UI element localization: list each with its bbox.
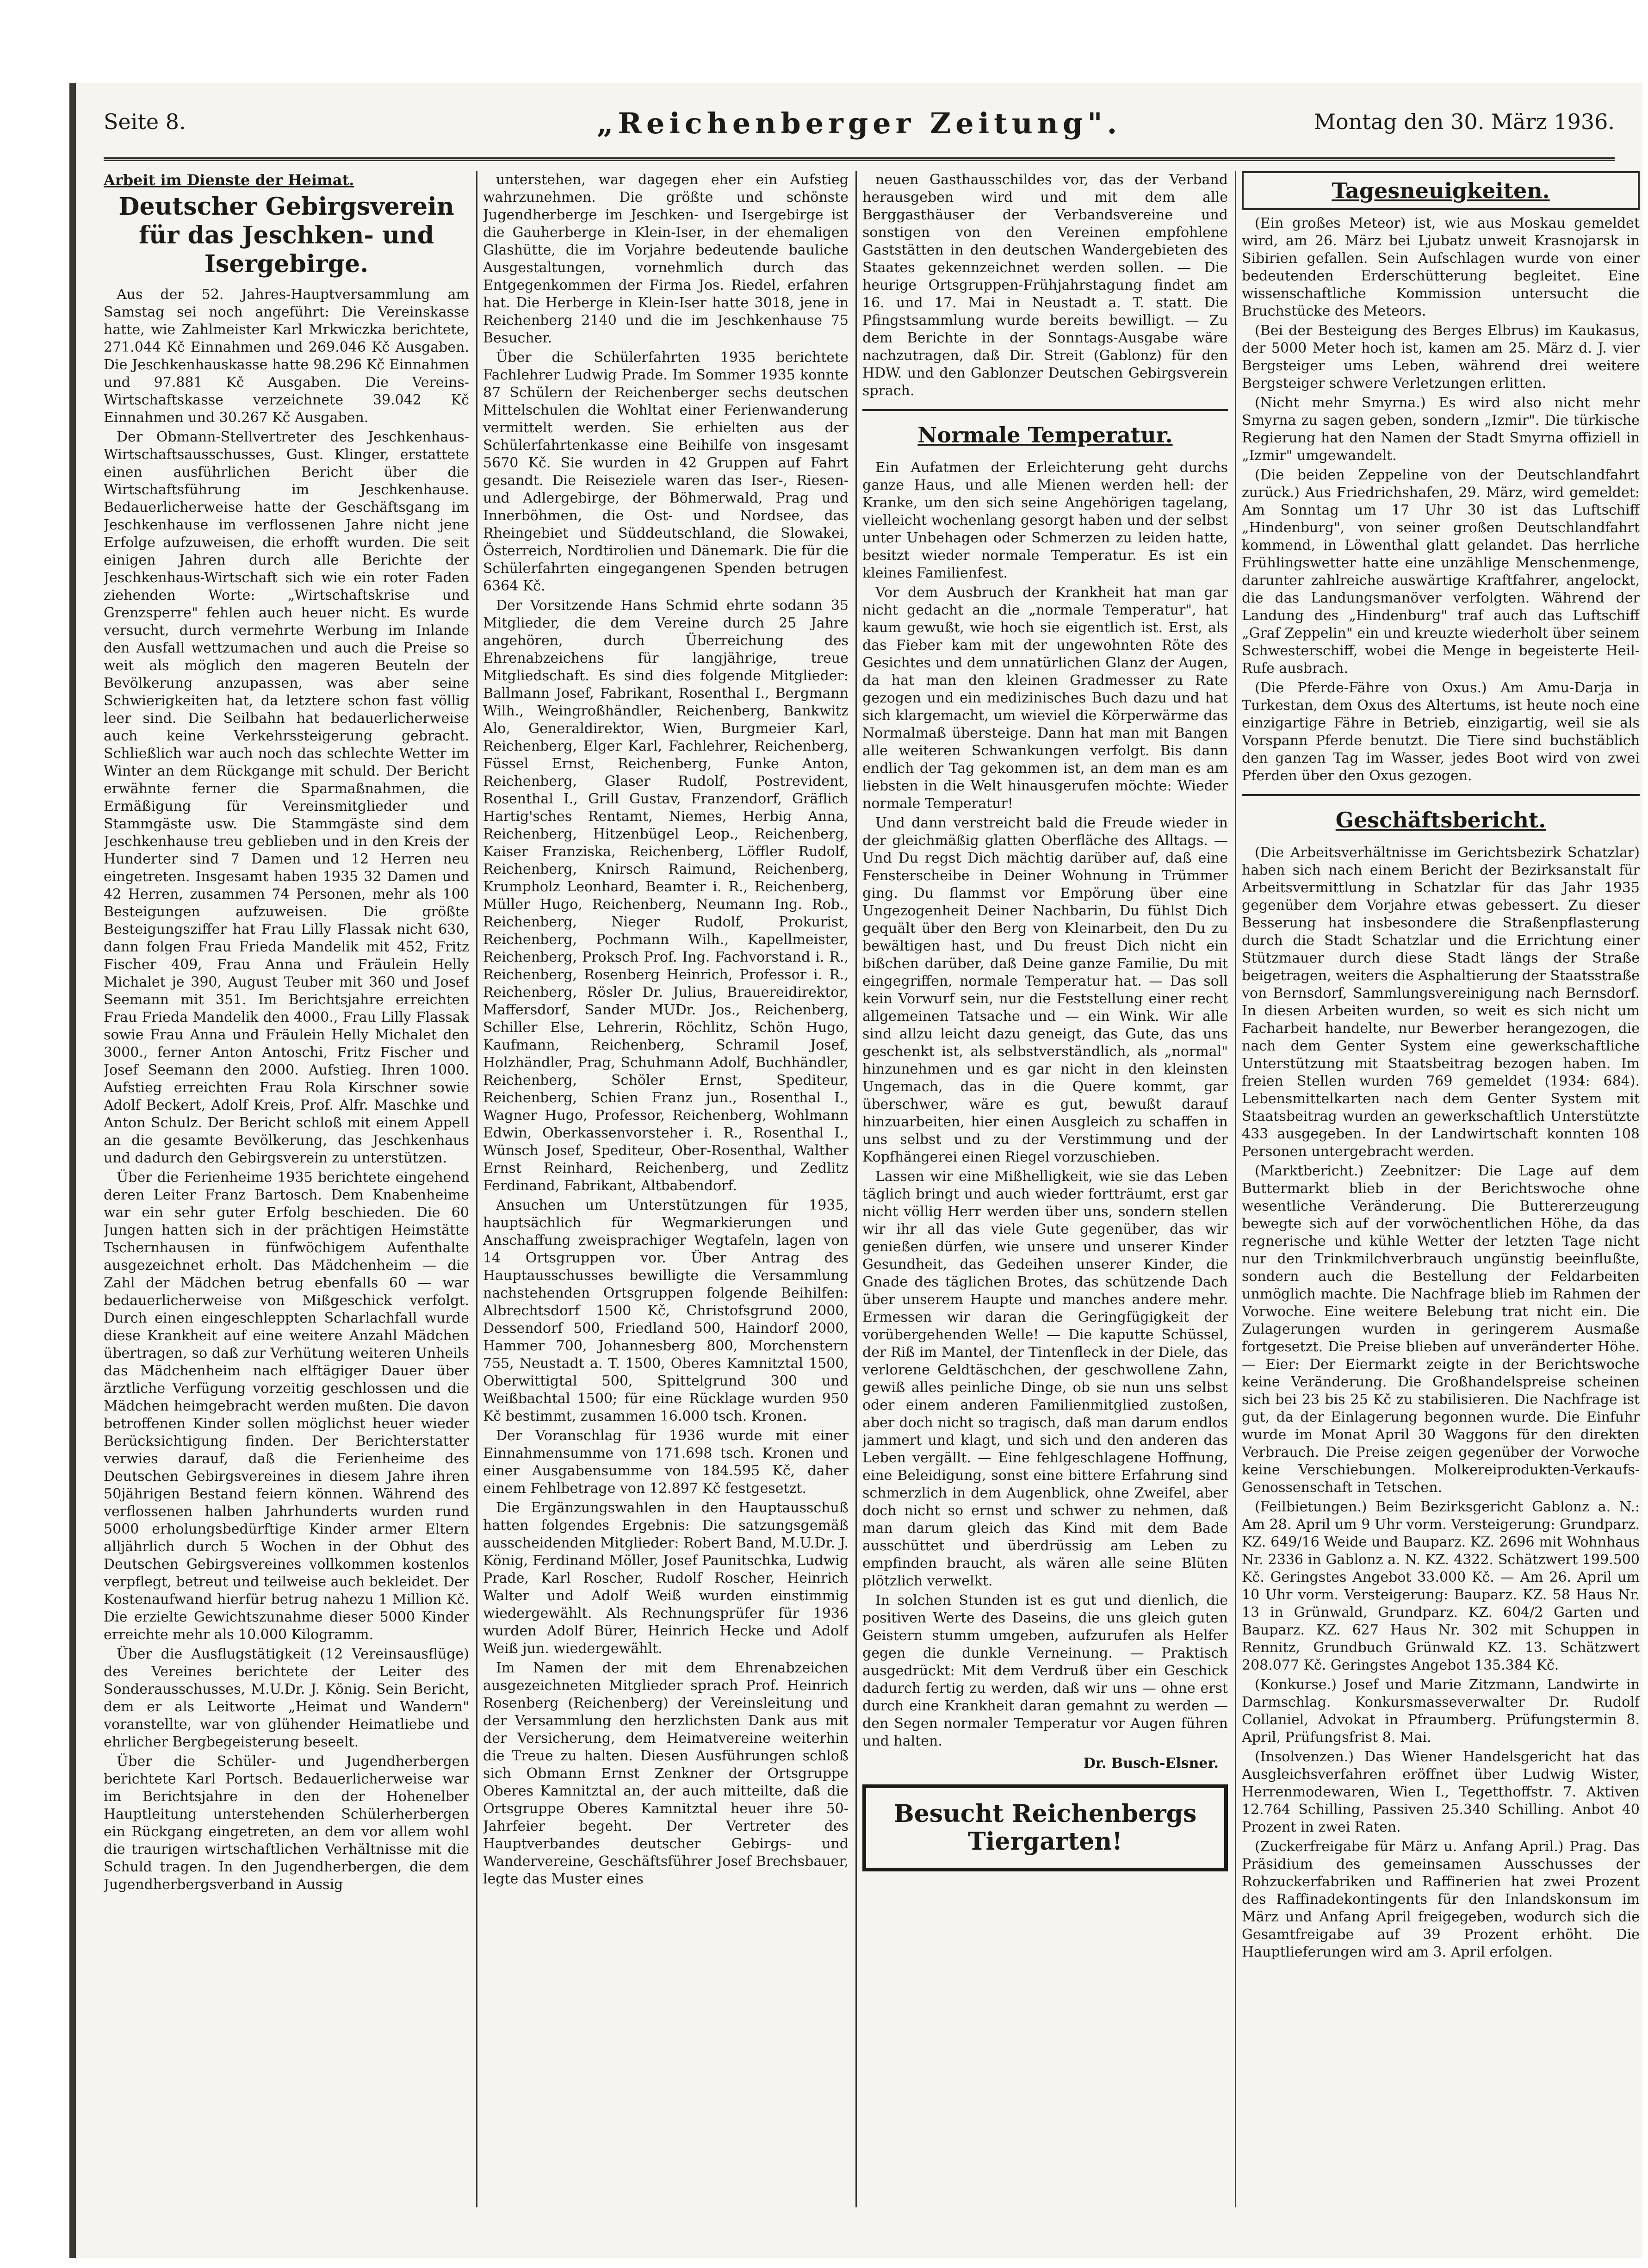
business-item: (Konkurse.) Josef und Marie Zitzmann, Landwirte in Darmschlag. Konkursmasseverwalter Dr. Rudolf Collaniel, Advokat in Pfraumberg. Prüfungstermin 8. April, Prüfungsfrist 8. Mai.: [1242, 1677, 1640, 1746]
article-headline: Deutscher Gebirgsverein für das Jeschken- und Isergebirge.: [118, 193, 454, 278]
business-item: (Die Arbeitsverhältnisse im Gerichtsbezirk Schatzlar) haben sich nach einem Bericht der Bezirksanstalt für Arbeitsvermittlung in Schatzlar für das Jahr 1935 gegenüber dem Vorjahre etwas gebessert. Zu dieser Besserung hat insbesondere die Straßenpflasterung durch die Stadt Schatzlar und die Errichtung einer Stützmauer durch diese Stadt längs der Straße beigetragen, weiters die Asphaltierung der Staatsstraße von Bernsdorf, Sammlungsvereinigung nach Bernsdorf. In diesen Arbeiten wurden, so weit es sich nicht um Facharbeit handelte, nur Bewerber herangezogen, die nach dem Genter System eine gewerkschaftliche Unterstützung mit Staatsbeitrag bezogen haben. Im freien Stellen wurden 769 gemeldet (1934: 684). Lebensmittelkarten nach dem Genter System mit Staatsbeitrag wurden an gewerkschaftlich Unterstützte 433 ausgegeben. In der Landwirtschaft konnten 108 Personen untergebracht werden.: [1242, 845, 1640, 1160]
article-paragraph: Über die Ausflugstätigkeit (12 Vereinsausflüge) des Vereines berichtete der Leiter des Sonderausschusses, M.U.Dr. J. König. Sein Bericht, dem er als Leitworte „Heimat und Wandern" voranstellte, war von glühender Heimatliebe und ehrlicher Bergbegeisterung beseelt.: [104, 1646, 469, 1750]
author-signature: Dr. Busch-Elsner.: [1083, 1755, 1219, 1771]
article-paragraph: Lassen wir eine Mißhelligkeit, wie sie das Leben täglich bringt und auch wieder fortträumt, erst gar nicht völlig Herr werden über uns, sondern stellen wir ihr all das viele Gute gegenüber, das wir genießen dürfen, wie unsere und unserer Kinder Gesundheit, das Gedeihen unserer Kinder, die Gnade des täglichen Brotes, das schützende Dach über unserem Haupte und manches andere mehr. Ermessen wir daran die Geringfügigkeit der vorübergehenden Welle! — Die kaputte Schüssel, der Riß im Mantel, der Tintenfleck in der Diele, das verlorene Geldtäschchen, der geschwollene Zahn, gewiß alles peinliche Dinge, ob sie nun uns selbst oder einem anderen Familienmitglied zustoßen, aber doch nicht so tragisch, daß man darum endlos jammert und klagt, und sich und den anderen das Leben vergällt. — Eine fehlgeschlagene Hoffnung, eine Beleidigung, sonst eine bittere Erfahrung sind schmerzlich in dem Augenblick, ohne Zweifel, aber doch nicht so ernst und schwer zu nehmen, daß man darum gleich das Kind mit dem Bade ausschüttet und überdrüssig am Leben zu empfinden braucht, als wären alle seine Blüten plötzlich verwelkt.: [862, 1168, 1228, 1589]
newspaper-title: „Reichenberger Zeitung".: [596, 106, 1122, 140]
article-paragraph: Der Vorsitzende Hans Schmid ehrte sodann 35 Mitglieder, die dem Vereine durch 25 Jahre angehören, durch Überreichung des Ehrenabzeichens für langjährige, treue Mitgliedschaft. Es sind dies folgende Mitglieder: Ballmann Josef, Fabrikant, Rosenthal I., Bergmann Wilh., Weingroßhändler, Reichenberg, Bankwitz Alo, Generaldirektor, Wien, Burgmeier Karl, Reichenberg, Elger Karl, Fachlehrer, Reichenberg, Füssel Ernst, Reichenberg, Funke Anton, Reichenberg, Glaser Rudolf, Postrevident, Rosenthal I., Grill Gustav, Franzendorf, Gräflich Hartig'sches Rentamt, Niemes, Herbig Anna, Reichenberg, Hitzenbügel Leop., Reichenberg, Kaiser Franziska, Reichenberg, Löffler Rudolf, Reichenberg, Knirsch Raimund, Reichenberg, Krumpholz Leonhard, Beamter i. R., Reichenberg, Müller Hugo, Reichenberg, Neumann Ing. Rob., Reichenberg, Nieger Rudolf, Prokurist, Reichenberg, Pochmann Wilh., Kapellmeister, Reichenberg, Proksch Prof. Ing. Fachvorstand i. R., Reichenberg, Rosenberg Heinrich, Professor i. R., Reichenberg, Rösler Dr. Julius, Brauereidirektor, Maffersdorf, Sander MUDr. Jos., Reichenberg, Schiller Else, Lehrerin, Röchlitz, Schön Hugo, Kaufmann, Reichenberg, Schramil Josef, Holzhändler, Prag, Schuhmann Adolf, Buchhändler, Reichenberg, Schöler Ernst, Spediteur, Reichenberg, Schien Franz jun., Rosenthal I., Wagner Hugo, Professor, Reichenberg, Wohlmann Edwin, Oberkassenvorsteher i. R., Rosenthal I., Wünsch Josef, Spediteur, Ober-Rosenthal, Walther Ernst Reinhard, Reichenberg, und Zedlitz Ferdinand, Fabrikant, Altbabendorf.: [483, 597, 849, 1194]
section-divider: [1242, 794, 1640, 796]
column-2: [483, 171, 849, 2207]
article-paragraph: In solchen Stunden ist es gut und dienlich, die positiven Werte des Daseins, die uns gleich guten Geistern stumm umgeben, aufzurufen als Helfer gegen die dunkle Verneinung. — Praktisch ausgedrückt: Mit dem Verdruß über ein Geschick dadurch fertig zu werden, daß wir uns — ohne erst durch eine Krankheit daran gemahnt zu werden — den Segen normaler Temperatur vor Augen führen und halten.: [862, 1592, 1228, 1749]
feuilleton-headline: Normale Temperatur.: [917, 423, 1173, 447]
article-paragraph: Und dann verstreicht bald die Freude wieder in der gleichmäßig glatten Oberfläche des Alltags. — Und Du regst Dich mächtig darüber auf, daß eine Fensterscheibe in Deiner Wohnung in Trümmer ging. Du flammst vor Empörung über eine Ungezogenheit Deiner Nachbarin, Du fühlst Dich gequält über den Berg von Kleinarbeit, den Du zu bewältigen hast, und Du freust Dich nicht ein bißchen darüber, daß Deine ganze Familie, Du mit eingegriffen, normale Temperatur hat. — Das soll kein Vorwurf sein, nur die Feststellung einer recht allgemeinen Tatsache und — ein Wink. Wir alle sind allzu leicht dazu geneigt, das Gute, das uns geschenkt ist, als selbstverständlich, als „normal" hinzunehmen und es gar nicht in den kleinsten Ungemach, das in die Quere kommt, gar überschwer, wäre es gut, bewußt darauf hinzuarbeiten, hier einen Ausgleich zu schaffen in uns selbst und zu der Verstimmung und der Kopfhängerei einen Riegel vorzuschieben.: [862, 815, 1228, 1165]
article-paragraph: neuen Gasthausschildes vor, das der Verband herausgeben wird und mit dem alle Berggasthäuser der Verbandsvereine und sonstigen von den Vereinen empfohlene Gaststätten in den deutschen Wandergebieten des Staates gekennzeichnet werden sollen. — Die heurige Ortsgruppen-Frühjahrstagung findet am 16. und 17. Mai in Neustadt a. T. statt. Die Pfingstsammlung wurde bereits bewilligt. — Zu dem Berichte in der Sonntags-Ausgabe wäre nachzutragen, daß Dir. Streit (Gablonz) für den HDW. und den Gablonzer Deutschen Gebirgsverein sprach.: [862, 172, 1228, 399]
article-paragraph: Ansuchen um Unterstützungen für 1935, hauptsächlich für Wegmarkierungen und Anschaffung zweisprachiger Wegtafeln, lagen von 14 Ortsgruppen vor. Über Antrag des Hauptausschusses bewilligte die Versammlung nachstehenden Ortsgruppen folgende Beihilfen: Albrechtsdorf 1500 Kč, Christofsgrund 2000, Dessendorf 500, Friedland 500, Haindorf 2000, Hammer 700, Johannesberg 800, Morchenstern 755, Neustadt a. T. 1500, Oberes Kamnitztal 1500, Oberwittigtal 500, Spittelgrund 300 und Weißbachtal 1500; für eine Rücklage wurden 950 Kč bestimmt, zusammen 16.000 tsch. Kronen.: [483, 1197, 849, 1424]
business-item: (Feilbietungen.) Beim Bezirksgericht Gablonz a. N.: Am 28. April um 9 Uhr vorm. Versteigerung: Grundparz. KZ. 649/16 Weide und Bauparz. KZ. 2696 mit Wohnhaus Nr. 2336 in Gablonz a. N. KZ. 4322. Schätzwert 199.500 Kč. Geringstes Angebot 33.000 Kč. — Am 26. April um 10 Uhr vorm. Versteigerung: Bauparz. KZ. 58 Haus Nr. 13 in Grünwald, Grundparz. KZ. 604/2 Garten und Bauparz. KZ. 627 Haus Nr. 302 mit Schuppen in Rennitz, Grundbuch Grünwald KZ. 13. Schätzwert 208.077 Kč. Geringstes Angebot 135.384 Kč.: [1242, 1499, 1640, 1673]
news-item: (Nicht mehr Smyrna.) Es wird also nicht mehr Smyrna zu sagen geben, sondern „Izmir". Die türkische Regierung hat den Namen der Stadt Smyrna offiziell in „Izmir" umgewandelt.: [1242, 395, 1640, 464]
article-paragraph: Im Namen der mit dem Ehrenabzeichen ausgezeichneten Mitglieder sprach Prof. Heinrich Rosenberg (Reichenberg) der Vereinsleitung und der Versammlung den herzlichsten Dank aus mit der Versicherung, dem Heimatvereine weiterhin die Treue zu halten. Diesen Ausführungen schloß sich Obmann Ernst Zenkner der Ortsgruppe Oberes Kamnitztal an, der auch mitteilte, daß die Ortsgruppe Oberes Kamnitztal heuer ihre 50-Jahrfeier begeht. Der Vertreter des Hauptverbandes deutscher Gebirgs- und Wandervereine, Geschäftsführer Josef Brechsbauer, legte das Muster eines: [483, 1660, 849, 1887]
article-paragraph: Über die Schüler- und Jugendherbergen berichtete Karl Portsch. Bedauerlicherweise war im Berichtsjahre in den der Hohenelber Hauptleitung unterstehenden Schülerherbergen ein Rückgang eingetreten, an dem vor allem wohl die traurigen wirtschaftlichen Verhältnisse mit die Schuld tragen. In den Jugendherbergen, die dem Jugendherbergsverband in Aussig: [104, 1753, 469, 1893]
article-paragraph: unterstehen, war dagegen eher ein Aufstieg wahrzunehmen. Die größte und schönste Jugendherberge im Jeschken- und Isergebirge ist die Gauherberge in Klein-Iser, in der ehemaligen Glashütte, die im Vorjahre bedeutende bauliche Ausgestaltungen, vornehmlich durch das Entgegenkommen der Firma Jos. Riedel, erfahren hat. Die Herberge in Klein-Iser hatte 3018, jene in Reichenberg 2140 und die im Jeschkenhause 75 Besucher.: [483, 172, 849, 346]
news-item: (Die beiden Zeppeline von der Deutschlandfahrt zurück.) Aus Friedrichshafen, 29. März, wird gemeldet: Am Sonntag um 17 Uhr 30 ist das Luftschiff „Hindenburg", von seiner großen Deutschlandfahrt kommend, in Löwenthal glatt gelandet. Das herrliche Frühlingswetter hatte eine unzählige Menschenmenge, darunter zahlreiche auswärtige Kraftfahrer, angelockt, die das Landungsmanöver verfolgten. Während der Landung des „Hindenburg" traf auch das Luftschiff „Graf Zeppelin" ein und kreuzte wiederholt über seinem Schwesterschiff, wobei die Menge in begeisterte Heil-Rufe ausbrach.: [1242, 467, 1640, 677]
article-paragraph: Der Voranschlag für 1936 wurde mit einer Einnahmensumme von 171.698 tsch. Kronen und einer Ausgabensumme von 184.595 Kč, daher einem Fehlbetrage von 12.897 Kč festgesetzt.: [483, 1428, 849, 1497]
issue-date: Montag den 30. März 1936.: [1313, 109, 1615, 134]
article-paragraph: Aus der 52. Jahres-Hauptversammlung am Samstag sei noch angeführt: Die Vereinskasse hatte, wie Zahlmeister Karl Mrkwiczka berichtete, 271.044 Kč Einnahmen und 269.046 Kč Ausgaben. Die Jeschkenhauskasse hatte 98.296 Kč Einnahmen und 97.881 Kč Ausgaben. Die Vereins-Wirtschaftskasse verzeichnete 39.042 Kč Einnahmen und 30.267 Kč Ausgaben.: [104, 286, 469, 426]
article-paragraph: Vor dem Ausbruch der Krankheit hat man gar nicht gedacht an die „normale Temperatur", hat kaum gewußt, wie hoch sie eigentlich ist. Erst, als das Fieber kam mit der ungewohnten Röte des Gesichtes und dem unnatürlichen Glanz der Augen, da hat man den kleinen Gradmesser zu Rate gezogen und ein medizinisches Buch dazu und hat sich klargemacht, um wieviel die Körperwärme das Normalmaß übersteige. Dann hat man mit Bangen alle weiteren Schwankungen verfolgt. Bis dann endlich der Tag gekommen ist, an dem man es am liebsten in die Welt hinausgerufen möchte: Wieder normale Temperatur!: [862, 584, 1228, 812]
article-kicker: Arbeit im Dienste der Heimat.: [104, 171, 354, 189]
article-paragraph: Der Obmann-Stellvertreter des Jeschkenhaus-Wirtschaftsausschusses, Gust. Klinger, erstattete einen ausführlichen Bericht über die Wirtschaftsführung im Jeschkenhause. Bedauerlicherweise hatte der Geschäftsgang im Jeschkenhause im verflossenen Jahre nicht jene Erfolge aufzuweisen, die erhofft wurden. Die seit einigen Jahren durch alle Berichte der Jeschkenhaus-Wirtschaft sich wie ein roter Faden ziehenden Worte: „Wirtschaftskrise und Grenzsperre" fehlen auch heuer nicht. Es wurde versucht, durch vermehrte Werbung im Inlande den Ausfall wettzumachen und auch die Preise so weit als möglich den mageren Beuteln der Bevölkerung anzupassen, was aber seine Schwierigkeiten hat, da letztere schon fast völlig leer sind. Die Seilbahn hat bedauerlicherweise auch keine Verkehrssteigerung gebracht. Schließlich war auch noch das schlechte Wetter im Winter an dem Rückgange mit schuld. Der Bericht erwähnte ferner die Sparmaßnahmen, die Ermäßigung für Vereinsmitglieder und Stammgäste usw. Die Stammgäste sind dem Jeschkenhause treu geblieben und in den Kreis der Hunderter sind 7 Damen und 12 Herren neu eingetreten. Insgesamt haben 1935 32 Damen und 42 Herren, zusammen 74 Personen, mehr als 100 Besteigungen aufzuweisen. Die größte Besteigungsziffer hat Frau Lilly Flassak nicht 630, dann folgen Frau Frieda Mandelik mit 452, Fritz Fischer 409, Frau Anna und Fräulein Helly Michalet je 390, August Teuber mit 360 und Josef Seemann mit 351. Im Berichtsjahre erreichten Frau Frieda Mandelik den 4000., Frau Lilly Flassak sowie Frau Anna und Fräulein Helly Michalet den 3000., ferner Anton Antoschi, Fritz Fischer und Josef Seemann den 2000. Aufstieg. Ihren 1000. Aufstieg erreichten Frau Rola Kirschner sowie Adolf Beckert, Adolf Kreis, Prof. Alfr. Maschke und Anton Schulz. Der Bericht schloß mit einem Appell an die gesamte Bevölkerung, das Jeschkenhaus und dadurch den Gebirgsverein zu unterstützen.: [104, 429, 469, 1166]
business-item: (Marktbericht.) Zeebnitzer: Die Lage auf dem Buttermarkt blieb in der Berichtswoche ohne wesentliche Veränderung. Die Buttererzeugung bewegte sich auf der vorwöchentlichen Höhe, da das regnerische und kühle Wetter der letzten Tage nicht nur den Trinkmilchverbrauch ungünstig beeinflußte, sondern auch die Bestellung der Feldarbeiten unmöglich machte. Die Nachfrage blieb im Rahmen der Vorwoche. Eine weitere Belebung trat nicht ein. Die Zulagerungen wurden in geringerem Ausmaße fortgesetzt. Die Preise blieben auf unveränderter Höhe. — Eier: Der Eiermarkt zeigte in der Berichtswoche keine Veränderung. Die Großhandelspreise scheinen sich bei 23 bis 25 Kč zu stabilisieren. Die Nachfrage ist gut, da der Einlagerung begonnen wurde. Die Einfuhr wurde im Monat April 30 Waggons für den direkten Verbrauch. Die Preise zeigen gegenüber der Vorwoche keine Verschiebungen. Molkereiprodukten-Verkaufs-Genossenschaft in Tetschen.: [1242, 1163, 1640, 1496]
news-item: (Ein großes Meteor) ist, wie aus Moskau gemeldet wird, am 26. März bei Ljubatz unweit Krasnojarsk in Sibirien gefallen. Sein Aufschlagen wurde von einer bedeutenden Erderschütterung begleitet. Eine wissenschaftliche Kommission untersucht die Bruchstücke des Meteors.: [1242, 215, 1640, 319]
section-divider: [862, 409, 1228, 411]
column-3: [862, 171, 1228, 2207]
advertisement-box: Besucht Reichenbergs Tiergarten!: [862, 1784, 1228, 1871]
column-rule: [1235, 171, 1236, 2207]
column-4: [1242, 171, 1640, 2207]
article-paragraph: Über die Schülerfahrten 1935 berichtete Fachlehrer Ludwig Prade. Im Sommer 1935 konnte 87 Schülern der Reichenberger sechs deutschen Mittelschulen die Wohltat einer Ferienwanderung vermittelt werden. Sie erhielten aus der Schülerfahrtenkasse eine Beihilfe von insgesamt 5670 Kč. Sie wurden in 42 Gruppen auf Fahrt gesandt. Die Reiseziele waren das Iser-, Riesen- und Adlergebirge, der Böhmerwald, Prag und Innerböhmen, die Ost- und Nordsee, das Rheingebiet und Süddeutschland, die Slowakei, Österreich, Nordtirolien und Dänemark. Die für die Schülerfahrten eingegangenen Spenden betrugen 6364 Kč.: [483, 349, 849, 594]
column-rule: [855, 171, 857, 2207]
business-item: (Zuckerfreigabe für März u. Anfang April.) Prag. Das Präsidium des gemeinsamen Ausschusses der Rohzuckerfabriken und Raffinerien hat zwei Prozent des Raffinadekontingents für den Inlandskonsum im März und Anfang April freigegeben, wodurch sich die Gesamtfreigabe auf 39 Prozent erhöht. Die Hauptlieferungen wird am 3. April erfolgen.: [1242, 1839, 1640, 1960]
news-item: (Die Pferde-Fähre von Oxus.) Am Amu-Darja in Turkestan, dem Oxus des Altertums, ist heute noch eine einzigartige Fähre in Betrieb, einzigartig, weil sie als Vorspann Pferde benutzt. Die Tiere sind buchstäblich den ganzen Tag im Wasser, jedes Boot wird von zwei Pferden über den Oxus gezogen.: [1242, 680, 1640, 784]
column-rule: [476, 171, 477, 2207]
page-number: Seite 8.: [104, 109, 186, 134]
news-section-heading: Tagesneuigkeiten.: [1332, 178, 1550, 203]
news-item: (Bei der Besteigung des Berges Elbrus) im Kaukasus, der 5000 Meter hoch ist, kamen am 25. März d. J. vier Bergsteiger ums Leben, während drei weitere Bergsteiger schwere Verletzungen erlitten.: [1242, 323, 1640, 391]
article-paragraph: Über die Ferienheime 1935 berichtete eingehend deren Leiter Franz Bartosch. Dem Knabenheime war ein sehr guter Erfolg beschieden. Die 60 Jungen hatten sich in der prächtigen Heimstätte Tschernhausen in fünfwöchigem Aufenthalte ausgezeichnet erholt. Das Mädchenheim — die Zahl der Mädchen betrug ebenfalls 60 — war bedauerlicherweise von Mißgeschick verfolgt. Durch einen eingeschleppten Scharlachfall wurde diese Krankheit auf eine weitere Anzahl Mädchen übertragen, so daß zur Verhütung weiteren Unheils das Mädchenheim nach elftägiger Dauer über ärztliche Verfügung vorzeitig geschlossen und die Mädchen heimgebracht werden mußten. Die davon betroffenen Kinder sollen möglichst heuer wieder Berücksichtigung finden. Der Berichterstatter verwies darauf, daß die Ferienheime des Deutschen Gebirgsvereines in diesem Jahre ihren 50jährigen Bestand feiern können. Während des verflossenen halben Jahrhunderts wurden rund 5000 erholungsbedürftige Kinder armer Eltern alljährlich durch 5 Wochen in der Obhut des Deutschen Gebirgsvereines vollkommen kostenlos verpflegt, betreut und teilweise auch bekleidet. Der Kostenaufwand hierfür betrug nahezu 1 Million Kč. Die erzielte Gewichtszunahme dieser 5000 Kinder erreichte mehr als 10.000 Kilogramm.: [104, 1169, 469, 1643]
newspaper-page: [69, 83, 1642, 2258]
business-section-heading: Geschäftsbericht.: [1335, 808, 1546, 833]
page-header: [104, 106, 1615, 161]
article-paragraph: Die Ergänzungswahlen in den Hauptausschuß hatten folgendes Ergebnis: Die satzungsgemäß ausscheidenden Mitglieder: Robert Band, M.U.Dr. J. König, Ferdinand Möller, Josef Paunitschka, Ludwig Prade, Karl Roscher, Rudolf Roscher, Heinrich Walter und Adolf Weiß wurden einstimmig wiedergewählt. Als Rechnungsprüfer für 1936 wurden Adolf Bürer, Heinrich Hecke und Adolf Weiß jun. wiedergewählt.: [483, 1500, 849, 1657]
column-1: [104, 171, 469, 2207]
article-paragraph: Ein Aufatmen der Erleichterung geht durchs ganze Haus, und alle Mienen werden hell: der Kranke, um den sich seine Angehörigen tagelang, vielleicht wochenlang gesorgt haben und der selbst unter Unbehagen oder Schmerzen zu leiden hatte, besitzt wieder normale Temperatur. Es ist ein kleines Familienfest.: [862, 460, 1228, 581]
news-heading-box: [1242, 171, 1640, 210]
business-item: (Insolvenzen.) Das Wiener Handelsgericht hat das Ausgleichsverfahren eröffnet über Ludwig Wister, Herrenmodewaren, Wien I., Tegetthoffstr. 7. Aktiven 12.764 Schilling, Passiven 25.340 Schilling. Anbot 40 Prozent in zwei Raten.: [1242, 1749, 1640, 1835]
